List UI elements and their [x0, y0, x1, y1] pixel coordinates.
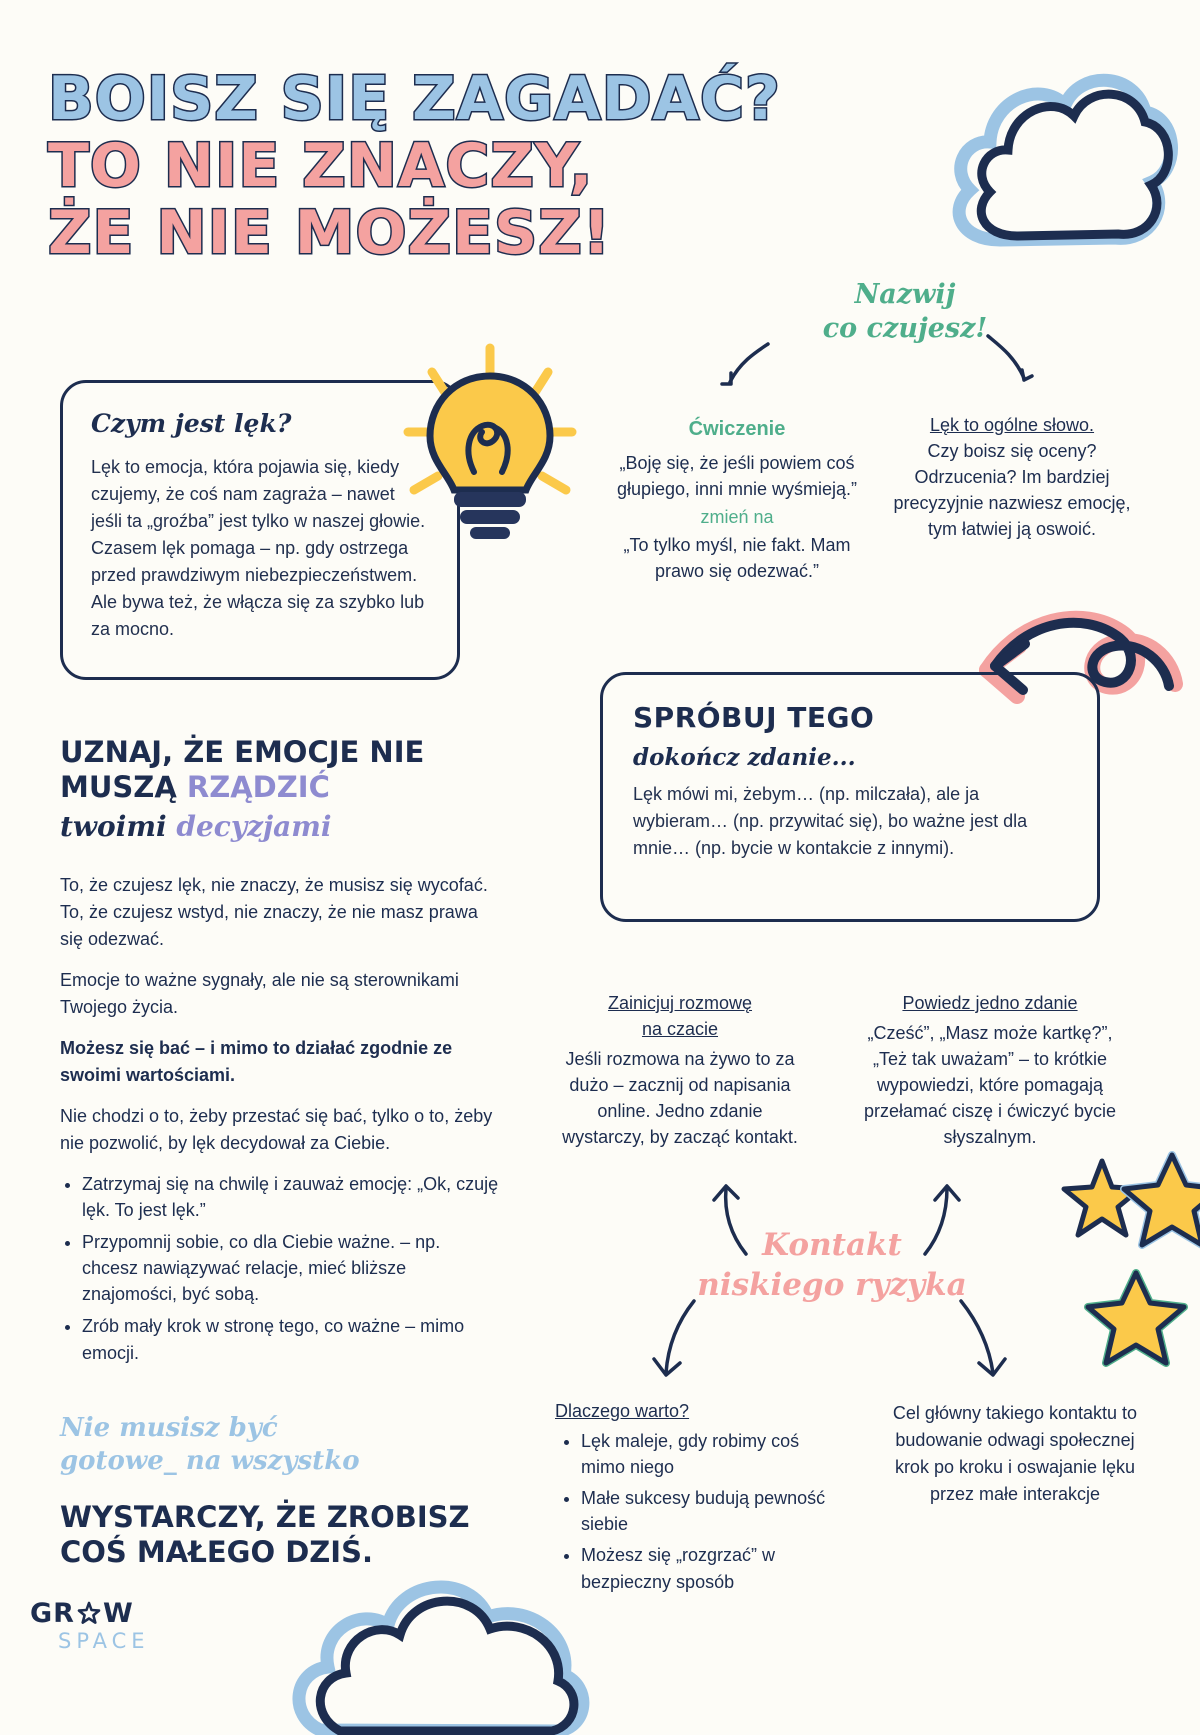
dlaczego-heading: Dlaczego warto?	[555, 1401, 690, 1421]
lek-ogolne-block	[892, 412, 1132, 542]
uznaj-paragraph-3: Możesz się bać – i mimo to działać zgodnie ze swoimi wartościami.	[60, 1038, 453, 1085]
list-item: • Zrób mały krok w stronę tego, co ważne – mimo emocji.	[82, 1313, 500, 1365]
cloud-icon-bottom	[280, 1535, 600, 1725]
closing-script-line-2: gotowe_ na wszystko	[60, 1445, 360, 1476]
arrow-down-left-icon	[640, 1295, 720, 1385]
cwiczenie-block	[612, 415, 862, 584]
zainicjuj-block	[555, 990, 805, 1151]
logo-top-row	[30, 1598, 200, 1629]
closing-script	[60, 1412, 480, 1477]
title-line-1: BOISZ SIĘ ZAGADAĆ?	[48, 64, 781, 134]
uznaj-line-2-accent: RZĄDZIĆ	[186, 770, 330, 805]
lek-ogolne-body: Czy boisz się oceny? Odrzucenia? Im bardziej precyzyjnie nazwiesz emocję, tym łatwiej ją oswoić.	[893, 441, 1131, 540]
brand-logo	[30, 1598, 200, 1653]
lek-ogolne-heading: Lęk to ogólne słowo.	[929, 415, 1095, 435]
arrow-down-right-icon	[945, 1295, 1025, 1385]
uznaj-bullet-list	[82, 1171, 500, 1366]
try-this-card	[600, 672, 1100, 922]
logo-text-after: W	[102, 1598, 134, 1629]
try-this-body: Lęk mówi mi, żebym… (np. milczała), ale ja wybieram… (np. przywitać się), bo ważne jest dla mnie… (np. bycie w kontakcie z innymi).	[633, 784, 1028, 858]
zainicjuj-heading-line-1: Zainicjuj rozmowę	[607, 993, 753, 1013]
powiedz-heading: Powiedz jedno zdanie	[902, 993, 1078, 1013]
cloud-icon-top-right	[930, 40, 1180, 270]
zainicjuj-body: Jeśli rozmowa na żywo to za dużo – zacznij od napisania online. Jedno zdanie wystarczy, by zacząć kontakt.	[562, 1049, 798, 1148]
uznaj-script-b: decyzjami	[176, 809, 332, 843]
try-this-script: dokończ zdanie...	[633, 744, 856, 771]
cwiczenie-quote-2: „To tylko myśl, nie fakt. Mam prawo się odezwać.”	[623, 535, 851, 582]
uznaj-body	[60, 872, 500, 1372]
zainicjuj-heading	[555, 990, 805, 1042]
nazwij-line-2: co czujesz!	[822, 312, 988, 344]
list-item: • Zatrzymaj się na chwilę i zauważ emocję: „Ok, czuję lęk. To jest lęk.”	[82, 1171, 500, 1223]
logo-bottom-text: SPACE	[58, 1629, 150, 1653]
logo-text-before: GR	[30, 1598, 75, 1629]
try-this-title: SPRÓBUJ TEGO	[633, 701, 875, 734]
title-line-3: ŻE NIE MOŻESZ!	[48, 198, 612, 268]
what-is-fear-heading: Czym jest lęk?	[91, 409, 292, 438]
uznaj-heading	[60, 735, 490, 843]
kontakt-line-1: Kontakt	[762, 1227, 902, 1263]
star-icon	[76, 1601, 102, 1627]
cwiczenie-mid-label: zmień na	[700, 507, 774, 528]
title-line-2: TO NIE ZNACZY,	[48, 131, 594, 201]
list-item: • Lęk maleje, gdy robimy coś mimo niego	[581, 1428, 845, 1480]
page-title	[48, 64, 948, 268]
uznaj-line-2-text: MUSZĄ	[60, 770, 187, 805]
arrow-left-icon	[690, 340, 780, 400]
arrow-right-icon	[980, 332, 1070, 394]
list-item: • Małe sukcesy budują pewność siebie	[581, 1485, 845, 1537]
powiedz-block	[855, 990, 1125, 1151]
list-item: • Możesz się „rozgrzać” w bezpieczny sposób	[581, 1542, 845, 1594]
powiedz-body: „Cześć”, „Masz może kartkę?”, „Też tak uważam” – to krótkie wypowiedzi, które pomagają przełamać ciszę i ćwiczyć bycie słyszalnym.	[863, 1023, 1117, 1148]
what-is-fear-body: Lęk to emocja, która pojawia się, kiedy czujemy, że coś nam zagraża – nawet jeśli ta „groźba” jest tylko w naszej głowie. Czasem lęk pomaga – np. gdy ostrzega przed prawdziwym niebezpieczeństwem. Ale bywa też, że włącza się za szybko lub za mocno.	[91, 457, 426, 639]
list-item: • Przypomnij sobie, co dla Ciebie ważne. – np. chcesz nawiązywać relacje, mieć bliższe znajomości, być sobą.	[82, 1229, 500, 1307]
cel-block: Cel główny takiego kontaktu to budowanie odwagi społecznej krok po kroku i oswajanie lęku przez małe interakcje	[892, 1403, 1138, 1504]
uznaj-paragraph-1: To, że czujesz lęk, nie znaczy, że musisz się wycofać. To, że czujesz wstyd, nie znaczy, że nie masz prawa się odezwać.	[60, 875, 488, 949]
kontakt-line-2: niskiego ryzyka	[697, 1267, 967, 1304]
uznaj-script-a: twoimi	[60, 809, 177, 843]
uznaj-paragraph-2: Emocje to ważne sygnały, ale nie są sterownikami Twojego życia.	[60, 970, 459, 1017]
uznaj-paragraph-4: Nie chodzi o to, żeby przestać się bać, tylko o to, żeby nie pozwolić, by lęk decydował za Ciebie.	[60, 1106, 493, 1153]
cwiczenie-title: Ćwiczenie	[688, 418, 786, 440]
stars-decoration	[1040, 1155, 1200, 1355]
closing-script-line-1: Nie musisz być	[60, 1413, 278, 1443]
nazwij-line-1: Nazwij	[854, 279, 956, 310]
lightbulb-icon	[390, 340, 590, 550]
uznaj-line-1-text: UZNAJ, ŻE EMOCJE NIE	[60, 735, 425, 769]
kontakt-script-heading	[672, 1225, 992, 1306]
uznaj-script-line	[60, 810, 490, 843]
closing-bold-line-2: COŚ MAŁEGO DZIŚ.	[60, 1535, 373, 1570]
dlaczego-bullet-list	[581, 1428, 845, 1595]
zainicjuj-heading-line-2: na czacie	[641, 1019, 719, 1040]
uznaj-line-1	[60, 735, 490, 806]
cwiczenie-quote-1: „Boję się, że jeśli powiem coś głupiego, inni mnie wyśmieją.”	[616, 453, 858, 500]
closing-bold-line-1: WYSTARCZY, ŻE ZROBISZ	[60, 1500, 470, 1534]
